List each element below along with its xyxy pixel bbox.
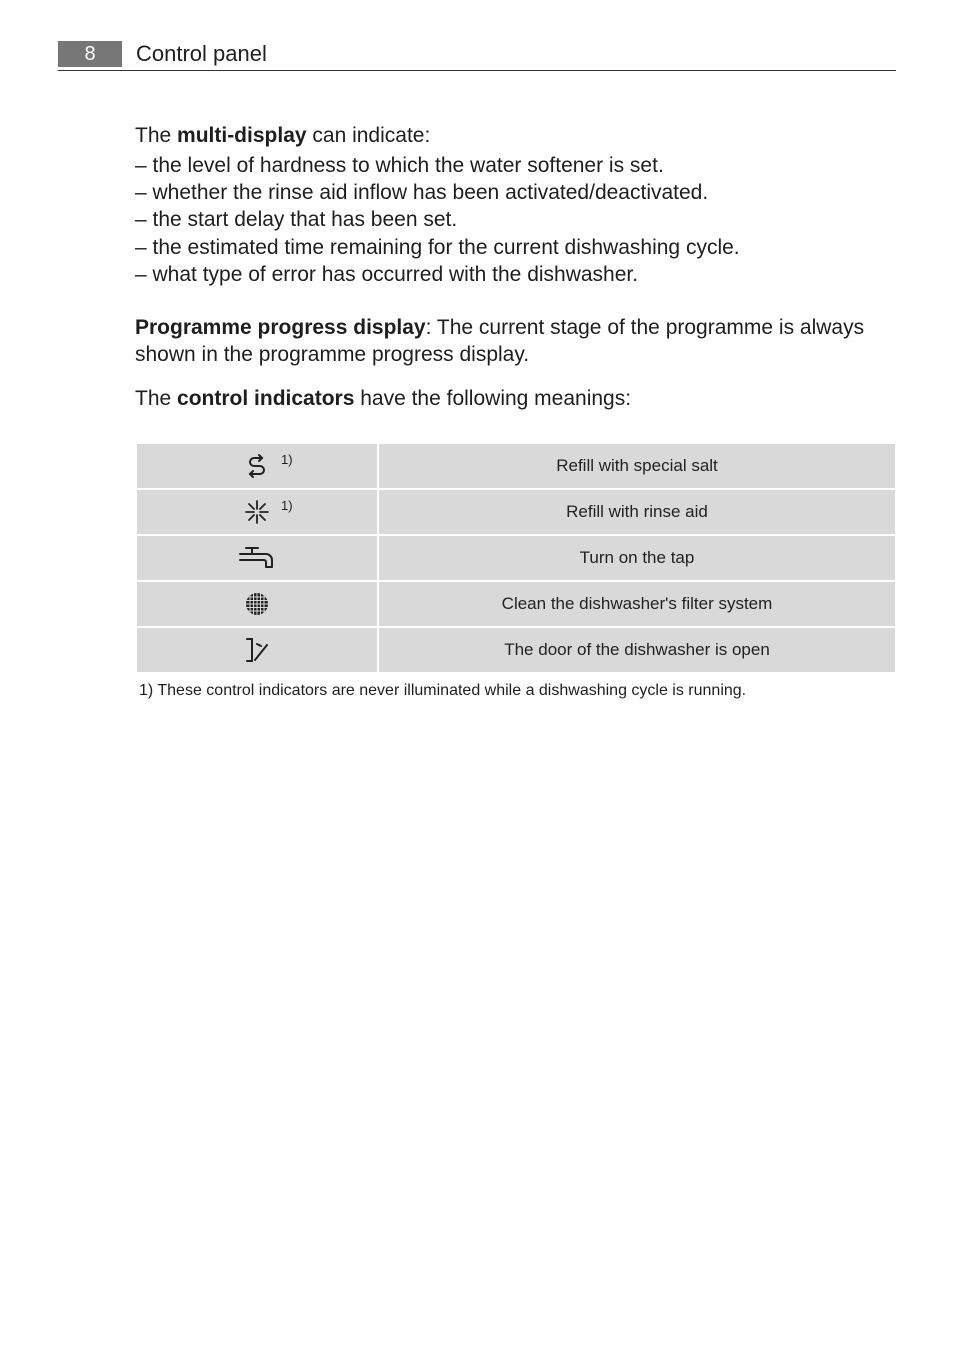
list-item: – what type of error has occurred with the dishwasher.	[135, 262, 639, 286]
icon-cell	[137, 489, 378, 535]
icon-cell	[137, 627, 378, 673]
indicator-meaning: Turn on the tap	[378, 535, 895, 581]
indicators-suffix: have the following meanings:	[354, 387, 632, 411]
programme-progress-paragraph	[135, 314, 895, 368]
table-row	[137, 627, 895, 673]
indicator-meaning: Refill with special salt	[378, 444, 895, 489]
intro-prefix: The	[135, 124, 178, 147]
filter-icon	[244, 591, 270, 617]
section-title: Control panel	[136, 41, 267, 66]
list-item: – whether the rinse aid inflow has been activated/deactivated.	[135, 181, 709, 205]
footnote-marker: 1)	[281, 452, 293, 467]
page-number: 8	[58, 41, 122, 67]
list-item: – the start delay that has been set.	[135, 208, 458, 232]
icon-cell	[137, 581, 378, 627]
tap-icon	[238, 545, 276, 571]
salt-icon	[244, 453, 270, 479]
indicator-meaning: Clean the dishwasher's filter system	[378, 581, 895, 627]
control-indicators-table	[137, 444, 895, 674]
icon-cell	[137, 535, 378, 581]
table-row	[137, 535, 895, 581]
main-content	[135, 122, 895, 412]
intro-bold-term: multi-display	[177, 124, 307, 147]
footnote-marker: 1)	[281, 498, 293, 513]
table-row	[137, 489, 895, 535]
table-row	[137, 581, 895, 627]
icon-cell	[137, 444, 378, 489]
table-row	[137, 444, 895, 489]
page-header	[58, 40, 896, 71]
indicator-meaning: The door of the dishwasher is open	[378, 627, 895, 673]
progress-text: : The current stage of the programme is always shown in the programme progress display.	[135, 316, 865, 367]
list-item: – the level of hardness to which the water softener is set.	[135, 154, 664, 177]
indicators-bold-term: control indicators	[177, 387, 355, 411]
indicators-intro	[135, 385, 895, 412]
rinse-aid-icon	[244, 499, 270, 525]
indicators-prefix: The	[135, 387, 178, 411]
table-footnote: 1) These control indicators are never illuminated while a dishwashing cycle is running.	[139, 682, 747, 699]
progress-bold-term: Programme progress display	[135, 316, 426, 340]
intro-suffix: can indicate:	[306, 124, 431, 147]
indicator-meaning: Refill with rinse aid	[378, 489, 895, 535]
list-item: – the estimated time remaining for the current dishwashing cycle.	[135, 235, 740, 259]
door-open-icon	[244, 637, 270, 663]
multi-display-intro	[135, 122, 895, 150]
multi-display-list	[135, 152, 895, 288]
